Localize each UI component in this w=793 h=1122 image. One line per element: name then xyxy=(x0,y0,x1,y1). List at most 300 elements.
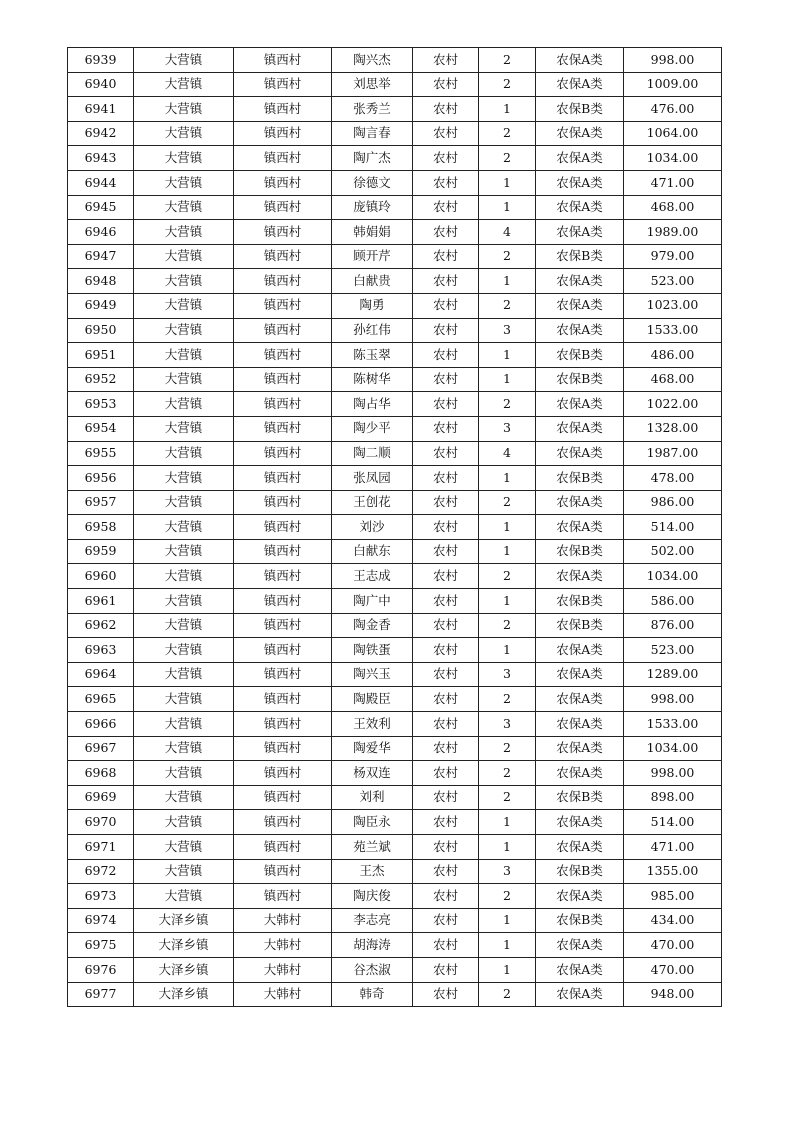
cell-household-count: 3 xyxy=(479,662,536,687)
cell-name: 刘沙 xyxy=(332,515,413,540)
cell-town: 大营镇 xyxy=(134,220,234,245)
cell-insurance-category: 农保A类 xyxy=(536,416,624,441)
cell-name: 白献贵 xyxy=(332,269,413,294)
table-row xyxy=(68,97,722,122)
cell-village: 镇西村 xyxy=(234,859,332,884)
cell-area-type: 农村 xyxy=(413,48,479,73)
cell-amount: 1034.00 xyxy=(624,564,722,589)
cell-name: 谷杰淑 xyxy=(332,957,413,982)
cell-household-count: 2 xyxy=(479,392,536,417)
table-row xyxy=(68,761,722,786)
cell-amount: 1009.00 xyxy=(624,72,722,97)
cell-area-type: 农村 xyxy=(413,957,479,982)
cell-row-index: 6951 xyxy=(68,343,134,368)
cell-town: 大营镇 xyxy=(134,121,234,146)
cell-town: 大泽乡镇 xyxy=(134,957,234,982)
cell-insurance-category: 农保A类 xyxy=(536,490,624,515)
cell-row-index: 6976 xyxy=(68,957,134,982)
cell-household-count: 1 xyxy=(479,539,536,564)
cell-row-index: 6973 xyxy=(68,884,134,909)
cell-amount: 876.00 xyxy=(624,613,722,638)
cell-village: 镇西村 xyxy=(234,490,332,515)
cell-name: 陶爱华 xyxy=(332,736,413,761)
cell-name: 陶广中 xyxy=(332,589,413,614)
cell-town: 大营镇 xyxy=(134,244,234,269)
cell-village: 镇西村 xyxy=(234,687,332,712)
table-row xyxy=(68,490,722,515)
cell-name: 陶兴杰 xyxy=(332,48,413,73)
cell-amount: 514.00 xyxy=(624,515,722,540)
cell-insurance-category: 农保A类 xyxy=(536,957,624,982)
cell-town: 大营镇 xyxy=(134,48,234,73)
cell-village: 镇西村 xyxy=(234,589,332,614)
cell-town: 大营镇 xyxy=(134,416,234,441)
cell-household-count: 2 xyxy=(479,244,536,269)
cell-name: 陶臣永 xyxy=(332,810,413,835)
table-row xyxy=(68,72,722,97)
cell-area-type: 农村 xyxy=(413,97,479,122)
cell-household-count: 1 xyxy=(479,638,536,663)
cell-household-count: 1 xyxy=(479,343,536,368)
table-row xyxy=(68,515,722,540)
cell-name: 孙红伟 xyxy=(332,318,413,343)
cell-name: 杨双连 xyxy=(332,761,413,786)
cell-insurance-category: 农保A类 xyxy=(536,170,624,195)
cell-amount: 1533.00 xyxy=(624,318,722,343)
cell-village: 镇西村 xyxy=(234,97,332,122)
cell-town: 大营镇 xyxy=(134,539,234,564)
cell-amount: 1022.00 xyxy=(624,392,722,417)
table-row xyxy=(68,933,722,958)
table-row xyxy=(68,195,722,220)
cell-row-index: 6949 xyxy=(68,293,134,318)
cell-name: 陶广杰 xyxy=(332,146,413,171)
cell-amount: 1989.00 xyxy=(624,220,722,245)
table-row xyxy=(68,367,722,392)
cell-name: 庞镇玲 xyxy=(332,195,413,220)
cell-area-type: 农村 xyxy=(413,982,479,1007)
cell-name: 陶占华 xyxy=(332,392,413,417)
cell-household-count: 2 xyxy=(479,982,536,1007)
cell-row-index: 6971 xyxy=(68,835,134,860)
cell-village: 大韩村 xyxy=(234,982,332,1007)
cell-area-type: 农村 xyxy=(413,613,479,638)
cell-village: 镇西村 xyxy=(234,392,332,417)
table-row xyxy=(68,466,722,491)
cell-insurance-category: 农保A类 xyxy=(536,515,624,540)
table-row xyxy=(68,48,722,73)
cell-town: 大营镇 xyxy=(134,392,234,417)
cell-household-count: 2 xyxy=(479,490,536,515)
cell-name: 王志成 xyxy=(332,564,413,589)
cell-area-type: 农村 xyxy=(413,515,479,540)
cell-area-type: 农村 xyxy=(413,638,479,663)
cell-row-index: 6972 xyxy=(68,859,134,884)
cell-household-count: 4 xyxy=(479,441,536,466)
cell-village: 镇西村 xyxy=(234,416,332,441)
cell-name: 陈玉翠 xyxy=(332,343,413,368)
cell-name: 顾开芹 xyxy=(332,244,413,269)
cell-area-type: 农村 xyxy=(413,343,479,368)
table-row xyxy=(68,589,722,614)
cell-area-type: 农村 xyxy=(413,859,479,884)
table-row xyxy=(68,884,722,909)
cell-row-index: 6952 xyxy=(68,367,134,392)
cell-insurance-category: 农保A类 xyxy=(536,72,624,97)
data-table xyxy=(67,47,722,1007)
cell-area-type: 农村 xyxy=(413,269,479,294)
cell-household-count: 3 xyxy=(479,859,536,884)
cell-amount: 948.00 xyxy=(624,982,722,1007)
cell-name: 韩奇 xyxy=(332,982,413,1007)
table-row xyxy=(68,318,722,343)
cell-town: 大营镇 xyxy=(134,810,234,835)
cell-village: 镇西村 xyxy=(234,662,332,687)
cell-town: 大营镇 xyxy=(134,269,234,294)
table-row xyxy=(68,982,722,1007)
cell-town: 大营镇 xyxy=(134,293,234,318)
cell-row-index: 6957 xyxy=(68,490,134,515)
cell-row-index: 6941 xyxy=(68,97,134,122)
table-row xyxy=(68,564,722,589)
cell-row-index: 6970 xyxy=(68,810,134,835)
cell-name: 陶兴玉 xyxy=(332,662,413,687)
cell-row-index: 6940 xyxy=(68,72,134,97)
cell-insurance-category: 农保B类 xyxy=(536,785,624,810)
table-row xyxy=(68,613,722,638)
cell-name: 胡海涛 xyxy=(332,933,413,958)
cell-village: 镇西村 xyxy=(234,638,332,663)
cell-insurance-category: 农保A类 xyxy=(536,638,624,663)
cell-insurance-category: 农保A类 xyxy=(536,736,624,761)
cell-area-type: 农村 xyxy=(413,785,479,810)
cell-area-type: 农村 xyxy=(413,712,479,737)
cell-row-index: 6946 xyxy=(68,220,134,245)
table-row xyxy=(68,170,722,195)
cell-amount: 586.00 xyxy=(624,589,722,614)
cell-insurance-category: 农保A类 xyxy=(536,933,624,958)
cell-row-index: 6974 xyxy=(68,908,134,933)
cell-insurance-category: 农保A类 xyxy=(536,982,624,1007)
cell-town: 大营镇 xyxy=(134,97,234,122)
cell-town: 大营镇 xyxy=(134,367,234,392)
cell-insurance-category: 农保A类 xyxy=(536,835,624,860)
cell-amount: 486.00 xyxy=(624,343,722,368)
cell-name: 苑兰斌 xyxy=(332,835,413,860)
table-row xyxy=(68,293,722,318)
cell-household-count: 2 xyxy=(479,884,536,909)
cell-row-index: 6945 xyxy=(68,195,134,220)
cell-household-count: 2 xyxy=(479,785,536,810)
cell-household-count: 1 xyxy=(479,367,536,392)
cell-row-index: 6977 xyxy=(68,982,134,1007)
cell-town: 大营镇 xyxy=(134,589,234,614)
cell-area-type: 农村 xyxy=(413,564,479,589)
cell-town: 大营镇 xyxy=(134,859,234,884)
cell-amount: 502.00 xyxy=(624,539,722,564)
cell-amount: 471.00 xyxy=(624,170,722,195)
cell-village: 镇西村 xyxy=(234,293,332,318)
cell-area-type: 农村 xyxy=(413,884,479,909)
cell-name: 张凤园 xyxy=(332,466,413,491)
cell-town: 大营镇 xyxy=(134,490,234,515)
cell-area-type: 农村 xyxy=(413,195,479,220)
cell-village: 镇西村 xyxy=(234,343,332,368)
cell-amount: 1355.00 xyxy=(624,859,722,884)
cell-area-type: 农村 xyxy=(413,318,479,343)
cell-household-count: 2 xyxy=(479,613,536,638)
table-row xyxy=(68,835,722,860)
cell-area-type: 农村 xyxy=(413,293,479,318)
cell-village: 镇西村 xyxy=(234,72,332,97)
cell-village: 镇西村 xyxy=(234,884,332,909)
cell-amount: 1034.00 xyxy=(624,736,722,761)
cell-area-type: 农村 xyxy=(413,687,479,712)
cell-village: 镇西村 xyxy=(234,170,332,195)
cell-row-index: 6965 xyxy=(68,687,134,712)
cell-town: 大泽乡镇 xyxy=(134,982,234,1007)
cell-name: 陶勇 xyxy=(332,293,413,318)
cell-amount: 514.00 xyxy=(624,810,722,835)
cell-household-count: 2 xyxy=(479,48,536,73)
cell-town: 大营镇 xyxy=(134,146,234,171)
cell-area-type: 农村 xyxy=(413,933,479,958)
cell-amount: 1064.00 xyxy=(624,121,722,146)
cell-name: 陶铁蛋 xyxy=(332,638,413,663)
cell-village: 镇西村 xyxy=(234,195,332,220)
cell-area-type: 农村 xyxy=(413,736,479,761)
cell-household-count: 1 xyxy=(479,515,536,540)
cell-village: 镇西村 xyxy=(234,48,332,73)
cell-row-index: 6947 xyxy=(68,244,134,269)
cell-village: 镇西村 xyxy=(234,712,332,737)
cell-village: 镇西村 xyxy=(234,244,332,269)
cell-household-count: 3 xyxy=(479,416,536,441)
cell-amount: 468.00 xyxy=(624,367,722,392)
cell-name: 陈树华 xyxy=(332,367,413,392)
cell-household-count: 1 xyxy=(479,957,536,982)
cell-village: 大韩村 xyxy=(234,933,332,958)
cell-row-index: 6960 xyxy=(68,564,134,589)
cell-row-index: 6955 xyxy=(68,441,134,466)
cell-amount: 1987.00 xyxy=(624,441,722,466)
cell-row-index: 6962 xyxy=(68,613,134,638)
cell-insurance-category: 农保B类 xyxy=(536,466,624,491)
cell-row-index: 6958 xyxy=(68,515,134,540)
cell-row-index: 6943 xyxy=(68,146,134,171)
cell-household-count: 1 xyxy=(479,195,536,220)
cell-village: 镇西村 xyxy=(234,269,332,294)
cell-town: 大泽乡镇 xyxy=(134,933,234,958)
cell-row-index: 6944 xyxy=(68,170,134,195)
table-row xyxy=(68,441,722,466)
cell-insurance-category: 农保A类 xyxy=(536,293,624,318)
cell-row-index: 6956 xyxy=(68,466,134,491)
cell-insurance-category: 农保A类 xyxy=(536,121,624,146)
cell-row-index: 6964 xyxy=(68,662,134,687)
table-row xyxy=(68,539,722,564)
cell-amount: 1034.00 xyxy=(624,146,722,171)
cell-area-type: 农村 xyxy=(413,589,479,614)
cell-name: 陶金香 xyxy=(332,613,413,638)
cell-area-type: 农村 xyxy=(413,170,479,195)
cell-town: 大营镇 xyxy=(134,564,234,589)
cell-insurance-category: 农保A类 xyxy=(536,392,624,417)
cell-amount: 471.00 xyxy=(624,835,722,860)
cell-area-type: 农村 xyxy=(413,121,479,146)
cell-household-count: 2 xyxy=(479,736,536,761)
cell-insurance-category: 农保B类 xyxy=(536,859,624,884)
cell-name: 王杰 xyxy=(332,859,413,884)
cell-amount: 998.00 xyxy=(624,48,722,73)
cell-village: 大韩村 xyxy=(234,908,332,933)
cell-row-index: 6939 xyxy=(68,48,134,73)
cell-area-type: 农村 xyxy=(413,416,479,441)
cell-amount: 523.00 xyxy=(624,638,722,663)
cell-amount: 434.00 xyxy=(624,908,722,933)
cell-household-count: 1 xyxy=(479,269,536,294)
cell-area-type: 农村 xyxy=(413,367,479,392)
cell-area-type: 农村 xyxy=(413,662,479,687)
cell-town: 大营镇 xyxy=(134,785,234,810)
cell-insurance-category: 农保A类 xyxy=(536,318,624,343)
cell-row-index: 6959 xyxy=(68,539,134,564)
cell-household-count: 4 xyxy=(479,220,536,245)
cell-village: 镇西村 xyxy=(234,367,332,392)
cell-insurance-category: 农保B类 xyxy=(536,589,624,614)
cell-village: 镇西村 xyxy=(234,121,332,146)
table-row xyxy=(68,244,722,269)
cell-household-count: 2 xyxy=(479,293,536,318)
table-row xyxy=(68,662,722,687)
cell-household-count: 1 xyxy=(479,97,536,122)
cell-village: 镇西村 xyxy=(234,761,332,786)
cell-name: 陶殿臣 xyxy=(332,687,413,712)
cell-household-count: 1 xyxy=(479,170,536,195)
cell-name: 王创花 xyxy=(332,490,413,515)
cell-amount: 470.00 xyxy=(624,933,722,958)
cell-area-type: 农村 xyxy=(413,908,479,933)
cell-village: 镇西村 xyxy=(234,564,332,589)
cell-area-type: 农村 xyxy=(413,761,479,786)
table-row xyxy=(68,736,722,761)
cell-amount: 1023.00 xyxy=(624,293,722,318)
cell-village: 镇西村 xyxy=(234,613,332,638)
cell-insurance-category: 农保A类 xyxy=(536,662,624,687)
table-row xyxy=(68,343,722,368)
table-row xyxy=(68,638,722,663)
cell-household-count: 2 xyxy=(479,121,536,146)
cell-town: 大营镇 xyxy=(134,466,234,491)
cell-town: 大营镇 xyxy=(134,515,234,540)
cell-row-index: 6950 xyxy=(68,318,134,343)
cell-name: 陶二顺 xyxy=(332,441,413,466)
cell-village: 镇西村 xyxy=(234,466,332,491)
cell-insurance-category: 农保A类 xyxy=(536,48,624,73)
cell-insurance-category: 农保B类 xyxy=(536,908,624,933)
cell-insurance-category: 农保A类 xyxy=(536,761,624,786)
cell-village: 镇西村 xyxy=(234,220,332,245)
cell-town: 大营镇 xyxy=(134,72,234,97)
cell-insurance-category: 农保B类 xyxy=(536,97,624,122)
cell-insurance-category: 农保A类 xyxy=(536,564,624,589)
cell-village: 镇西村 xyxy=(234,539,332,564)
cell-town: 大营镇 xyxy=(134,343,234,368)
cell-village: 镇西村 xyxy=(234,318,332,343)
cell-row-index: 6967 xyxy=(68,736,134,761)
cell-amount: 523.00 xyxy=(624,269,722,294)
cell-area-type: 农村 xyxy=(413,810,479,835)
cell-name: 刘思举 xyxy=(332,72,413,97)
table-body xyxy=(68,48,722,1007)
cell-insurance-category: 农保B类 xyxy=(536,539,624,564)
cell-insurance-category: 农保A类 xyxy=(536,195,624,220)
cell-town: 大营镇 xyxy=(134,662,234,687)
cell-name: 王效利 xyxy=(332,712,413,737)
cell-town: 大泽乡镇 xyxy=(134,908,234,933)
cell-household-count: 2 xyxy=(479,564,536,589)
cell-town: 大营镇 xyxy=(134,441,234,466)
cell-town: 大营镇 xyxy=(134,736,234,761)
cell-row-index: 6968 xyxy=(68,761,134,786)
table-row xyxy=(68,146,722,171)
table-row xyxy=(68,859,722,884)
table-row xyxy=(68,908,722,933)
cell-household-count: 1 xyxy=(479,835,536,860)
cell-village: 镇西村 xyxy=(234,785,332,810)
cell-insurance-category: 农保B类 xyxy=(536,244,624,269)
cell-household-count: 1 xyxy=(479,466,536,491)
cell-town: 大营镇 xyxy=(134,687,234,712)
cell-insurance-category: 农保A类 xyxy=(536,146,624,171)
cell-amount: 898.00 xyxy=(624,785,722,810)
cell-town: 大营镇 xyxy=(134,638,234,663)
cell-household-count: 1 xyxy=(479,933,536,958)
cell-town: 大营镇 xyxy=(134,170,234,195)
cell-amount: 478.00 xyxy=(624,466,722,491)
cell-household-count: 3 xyxy=(479,712,536,737)
cell-household-count: 1 xyxy=(479,589,536,614)
table-row xyxy=(68,712,722,737)
cell-insurance-category: 农保A类 xyxy=(536,269,624,294)
cell-amount: 985.00 xyxy=(624,884,722,909)
cell-name: 刘利 xyxy=(332,785,413,810)
cell-area-type: 农村 xyxy=(413,539,479,564)
cell-insurance-category: 农保A类 xyxy=(536,687,624,712)
cell-area-type: 农村 xyxy=(413,392,479,417)
cell-amount: 468.00 xyxy=(624,195,722,220)
cell-row-index: 6961 xyxy=(68,589,134,614)
cell-area-type: 农村 xyxy=(413,146,479,171)
table-row xyxy=(68,416,722,441)
cell-name: 李志亮 xyxy=(332,908,413,933)
cell-insurance-category: 农保B类 xyxy=(536,613,624,638)
cell-town: 大营镇 xyxy=(134,712,234,737)
cell-row-index: 6969 xyxy=(68,785,134,810)
cell-insurance-category: 农保A类 xyxy=(536,441,624,466)
cell-insurance-category: 农保A类 xyxy=(536,220,624,245)
cell-village: 镇西村 xyxy=(234,835,332,860)
cell-village: 镇西村 xyxy=(234,515,332,540)
cell-town: 大营镇 xyxy=(134,195,234,220)
cell-area-type: 农村 xyxy=(413,72,479,97)
cell-name: 陶庆俊 xyxy=(332,884,413,909)
cell-town: 大营镇 xyxy=(134,318,234,343)
cell-area-type: 农村 xyxy=(413,835,479,860)
cell-household-count: 2 xyxy=(479,72,536,97)
cell-area-type: 农村 xyxy=(413,466,479,491)
table-row xyxy=(68,687,722,712)
